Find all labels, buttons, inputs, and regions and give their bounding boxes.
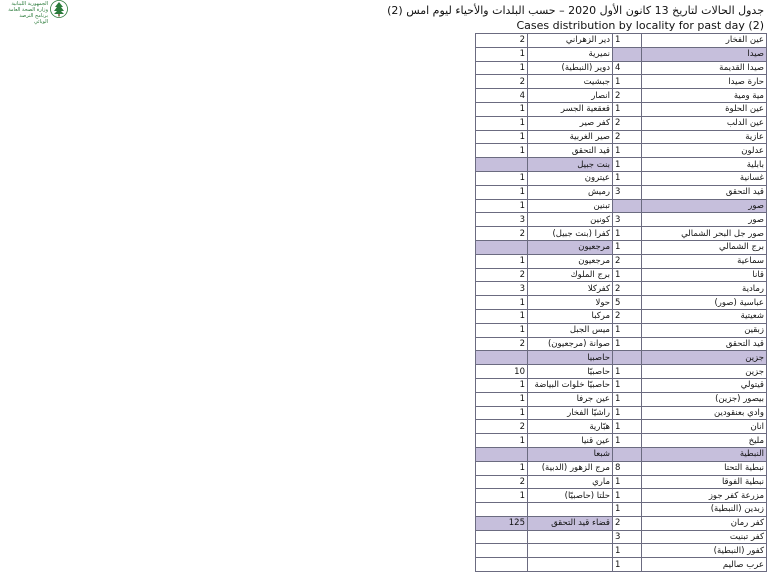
count-cell-right: 1 xyxy=(613,337,642,351)
count-cell-left: 2 xyxy=(476,420,528,434)
count-cell-right: 1 xyxy=(613,158,642,172)
locality-cell-right: جزين xyxy=(642,365,767,379)
count-cell-left xyxy=(476,503,528,517)
table-row xyxy=(476,102,767,116)
count-cell-left: 1 xyxy=(476,461,528,475)
count-cell-left xyxy=(476,158,528,172)
locality-cell-left: ماري xyxy=(528,475,613,489)
table-row xyxy=(476,213,767,227)
locality-cell-left: جبشيت xyxy=(528,75,613,89)
table-row xyxy=(476,130,767,144)
table-row xyxy=(476,116,767,130)
count-cell-right: 2 xyxy=(613,116,642,130)
table-row xyxy=(476,420,767,434)
count-cell-right xyxy=(613,351,642,365)
count-cell-left xyxy=(476,530,528,544)
table-row xyxy=(476,434,767,448)
count-cell-right: 2 xyxy=(613,282,642,296)
count-cell-left: 2 xyxy=(476,227,528,241)
locality-cell-left: هبّارية xyxy=(528,420,613,434)
count-cell-left: 1 xyxy=(476,392,528,406)
locality-cell-left: حولا xyxy=(528,296,613,310)
table-row xyxy=(476,254,767,268)
count-cell-left: 1 xyxy=(476,489,528,503)
cases-table xyxy=(475,33,767,572)
locality-cell-right: مزرعة كفر جوز xyxy=(642,489,767,503)
count-cell-right: 1 xyxy=(613,240,642,254)
count-cell-right: 2 xyxy=(613,309,642,323)
locality-cell-left: كفركلا xyxy=(528,282,613,296)
locality-cell-left: تبنين xyxy=(528,199,613,213)
locality-cell-left: شبعا xyxy=(528,447,613,461)
table-row xyxy=(476,240,767,254)
count-cell-left: 1 xyxy=(476,130,528,144)
table-row xyxy=(476,516,767,530)
count-cell-right: 1 xyxy=(613,171,642,185)
locality-cell-right: نبطية الفوقا xyxy=(642,475,767,489)
count-cell-right: 2 xyxy=(613,254,642,268)
locality-cell-right: سماعية xyxy=(642,254,767,268)
locality-cell-left: مرجعيون xyxy=(528,254,613,268)
locality-cell-right: عرب صاليم xyxy=(642,558,767,572)
logo-line-1: الجمهورية اللبنانية xyxy=(11,1,48,7)
count-cell-left: 2 xyxy=(476,75,528,89)
table-row xyxy=(476,61,767,75)
count-cell-left: 1 xyxy=(476,199,528,213)
count-cell-left: 1 xyxy=(476,144,528,158)
locality-cell-right: مليخ xyxy=(642,434,767,448)
count-cell-right: 1 xyxy=(613,227,642,241)
locality-cell-left: مركبا xyxy=(528,309,613,323)
table-row xyxy=(476,171,767,185)
count-cell-left: 2 xyxy=(476,337,528,351)
locality-cell-left: كونين xyxy=(528,213,613,227)
locality-cell-left: قضاء قيد التحقق xyxy=(528,516,613,530)
locality-cell-right: رمادية xyxy=(642,282,767,296)
count-cell-right: 2 xyxy=(613,130,642,144)
count-cell-right: 1 xyxy=(613,544,642,558)
locality-cell-left: عين قنيا xyxy=(528,434,613,448)
locality-cell-right: صور xyxy=(642,213,767,227)
locality-cell-right: صيدا xyxy=(642,47,767,61)
count-cell-right: 1 xyxy=(613,365,642,379)
count-cell-right: 1 xyxy=(613,34,642,48)
count-cell-left: 125 xyxy=(476,516,528,530)
locality-cell-right: وادي بعنقودين xyxy=(642,406,767,420)
locality-cell-right: زبقين xyxy=(642,323,767,337)
page-title-arabic: جدول الحالات لتاريخ 13 كانون الأول 2020 – حسب البلدات والأحياء ليوم امس (2) xyxy=(387,4,764,17)
table-row xyxy=(476,337,767,351)
ministry-name xyxy=(6,1,48,25)
table-row xyxy=(476,309,767,323)
table-row xyxy=(476,34,767,48)
count-cell-right: 8 xyxy=(613,461,642,475)
locality-cell-right: عباسية (صور) xyxy=(642,296,767,310)
table-row xyxy=(476,378,767,392)
count-cell-right: 1 xyxy=(613,434,642,448)
table-row xyxy=(476,558,767,572)
table-row xyxy=(476,351,767,365)
table-row xyxy=(476,268,767,282)
count-cell-left: 1 xyxy=(476,102,528,116)
locality-cell-left: رميش xyxy=(528,185,613,199)
table-row xyxy=(476,392,767,406)
count-cell-right: 1 xyxy=(613,558,642,572)
count-cell-right: 3 xyxy=(613,213,642,227)
table-row xyxy=(476,475,767,489)
count-cell-left: 1 xyxy=(476,47,528,61)
locality-cell-right: صور xyxy=(642,199,767,213)
count-cell-left: 10 xyxy=(476,365,528,379)
table-row xyxy=(476,406,767,420)
count-cell-left xyxy=(476,240,528,254)
count-cell-left xyxy=(476,544,528,558)
locality-cell-left: دير الزهراني xyxy=(528,34,613,48)
locality-cell-left: برج الملوك xyxy=(528,268,613,282)
locality-cell-left: مرج الزهور (الدبية) xyxy=(528,461,613,475)
locality-cell-right: مية ومية xyxy=(642,89,767,103)
count-cell-right: 3 xyxy=(613,185,642,199)
locality-cell-left: دوير (النبطية) xyxy=(528,61,613,75)
locality-cell-left: صير الغربية xyxy=(528,130,613,144)
count-cell-right: 1 xyxy=(613,144,642,158)
count-cell-left: 1 xyxy=(476,378,528,392)
locality-cell-left xyxy=(528,530,613,544)
count-cell-left: 3 xyxy=(476,282,528,296)
count-cell-right: 1 xyxy=(613,489,642,503)
count-cell-left: 1 xyxy=(476,323,528,337)
table-row xyxy=(476,323,767,337)
cedar-icon xyxy=(50,0,68,18)
table-row xyxy=(476,461,767,475)
locality-cell-right: صور جل البحر الشمالي xyxy=(642,227,767,241)
locality-cell-right: زبدين (النبطية) xyxy=(642,503,767,517)
locality-cell-left: نميرية xyxy=(528,47,613,61)
table-row xyxy=(476,47,767,61)
page-title-english: Cases distribution by locality for past day (2) xyxy=(516,19,764,32)
count-cell-left: 2 xyxy=(476,268,528,282)
locality-cell-right: كفر رمان xyxy=(642,516,767,530)
locality-cell-right: قيد التحقق xyxy=(642,185,767,199)
ministry-logo xyxy=(2,0,72,25)
locality-cell-left: حاصبيّا خلوات البياضة xyxy=(528,378,613,392)
locality-cell-right: جزين xyxy=(642,351,767,365)
locality-cell-right: عين الدلب xyxy=(642,116,767,130)
locality-cell-left: انصار xyxy=(528,89,613,103)
table-row xyxy=(476,89,767,103)
count-cell-left: 1 xyxy=(476,434,528,448)
locality-cell-left: كفرا (بنت جبيل) xyxy=(528,227,613,241)
count-cell-left: 1 xyxy=(476,309,528,323)
locality-cell-right: عازية xyxy=(642,130,767,144)
locality-cell-right: عين الفخار xyxy=(642,34,767,48)
count-cell-right: 3 xyxy=(613,530,642,544)
count-cell-left: 3 xyxy=(476,213,528,227)
locality-cell-right: قانا xyxy=(642,268,767,282)
table-row xyxy=(476,447,767,461)
locality-cell-right: بيصور (جزين) xyxy=(642,392,767,406)
locality-cell-left: عيترون xyxy=(528,171,613,185)
table-row xyxy=(476,489,767,503)
locality-cell-right: بابلية xyxy=(642,158,767,172)
table-row xyxy=(476,296,767,310)
count-cell-right: 2 xyxy=(613,89,642,103)
count-cell-right: 1 xyxy=(613,406,642,420)
locality-cell-left: حلتا (حاصبيّا) xyxy=(528,489,613,503)
locality-cell-left: بنت جبيل xyxy=(528,158,613,172)
count-cell-left: 1 xyxy=(476,254,528,268)
count-cell-right: 5 xyxy=(613,296,642,310)
count-cell-right: 1 xyxy=(613,475,642,489)
count-cell-right xyxy=(613,47,642,61)
table-row xyxy=(476,365,767,379)
count-cell-left: 2 xyxy=(476,34,528,48)
locality-cell-left: مرجعيون xyxy=(528,240,613,254)
count-cell-right xyxy=(613,447,642,461)
count-cell-right: 1 xyxy=(613,323,642,337)
locality-cell-left: قيد التحقق xyxy=(528,144,613,158)
table-row xyxy=(476,227,767,241)
locality-cell-left: ميس الجبل xyxy=(528,323,613,337)
count-cell-left xyxy=(476,447,528,461)
table-row xyxy=(476,75,767,89)
count-cell-left xyxy=(476,558,528,572)
count-cell-right xyxy=(613,199,642,213)
locality-cell-right: قيتولي xyxy=(642,378,767,392)
table-row xyxy=(476,144,767,158)
locality-cell-left: كفر صير xyxy=(528,116,613,130)
table-row xyxy=(476,185,767,199)
count-cell-left: 2 xyxy=(476,475,528,489)
count-cell-left: 1 xyxy=(476,185,528,199)
count-cell-right: 1 xyxy=(613,392,642,406)
count-cell-left xyxy=(476,351,528,365)
count-cell-left: 1 xyxy=(476,116,528,130)
locality-cell-right: النبطية xyxy=(642,447,767,461)
locality-cell-right: صيدا القديمة xyxy=(642,61,767,75)
table-row xyxy=(476,503,767,517)
count-cell-left: 1 xyxy=(476,296,528,310)
locality-cell-right: كفر تبنيت xyxy=(642,530,767,544)
count-cell-right: 1 xyxy=(613,420,642,434)
count-cell-right: 4 xyxy=(613,61,642,75)
locality-cell-left: قعقعية الجسر xyxy=(528,102,613,116)
count-cell-left: 4 xyxy=(476,89,528,103)
table-row xyxy=(476,199,767,213)
count-cell-left: 1 xyxy=(476,171,528,185)
locality-cell-right: برج الشمالي xyxy=(642,240,767,254)
locality-cell-left: عين جرفا xyxy=(528,392,613,406)
table-row xyxy=(476,282,767,296)
locality-cell-left: راشيّا الفخار xyxy=(528,406,613,420)
locality-cell-left xyxy=(528,544,613,558)
count-cell-left: 1 xyxy=(476,61,528,75)
locality-cell-left: صوانة (مرجعيون) xyxy=(528,337,613,351)
locality-cell-right: كفور (النبطية) xyxy=(642,544,767,558)
count-cell-right: 1 xyxy=(613,75,642,89)
locality-cell-left: حاصبيّا xyxy=(528,365,613,379)
table-row xyxy=(476,158,767,172)
table-row xyxy=(476,544,767,558)
locality-cell-right: عين الحلوة xyxy=(642,102,767,116)
table-row xyxy=(476,530,767,544)
count-cell-left: 1 xyxy=(476,406,528,420)
logo-line-2: وزارة الصحة العامة xyxy=(8,7,48,13)
count-cell-right: 1 xyxy=(613,378,642,392)
logo-line-3: برنامج الترصد الوبائي xyxy=(19,13,48,25)
locality-cell-right: غسانية xyxy=(642,171,767,185)
locality-cell-left xyxy=(528,503,613,517)
locality-cell-right: نبطية التحتا xyxy=(642,461,767,475)
locality-cell-right: حارة صيدا xyxy=(642,75,767,89)
locality-cell-left xyxy=(528,558,613,572)
locality-cell-right: شعيتية xyxy=(642,309,767,323)
locality-cell-left: حاصبيا xyxy=(528,351,613,365)
locality-cell-right: انان xyxy=(642,420,767,434)
count-cell-right: 1 xyxy=(613,268,642,282)
locality-cell-right: عدلون xyxy=(642,144,767,158)
count-cell-right: 2 xyxy=(613,516,642,530)
count-cell-right: 1 xyxy=(613,102,642,116)
locality-cell-right: قيد التحقق xyxy=(642,337,767,351)
count-cell-right: 1 xyxy=(613,503,642,517)
